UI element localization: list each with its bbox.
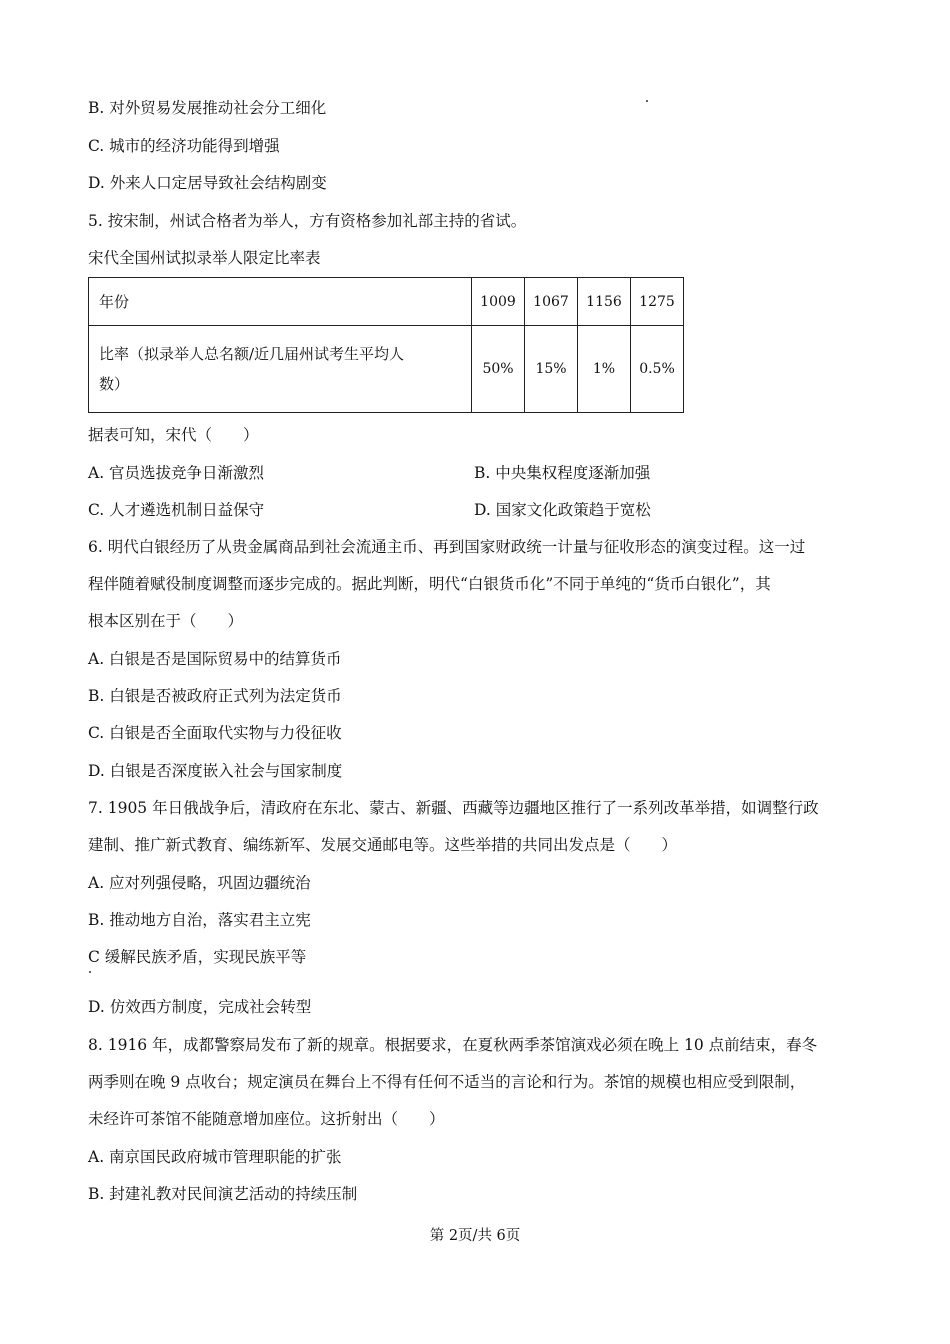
q6-line3: 根本区别在于（ ）: [88, 612, 244, 630]
page-footer: 第 2页/共 6页: [429, 1228, 521, 1244]
q6-option-b: B. 白银是否被政府正式列为法定货币: [88, 687, 342, 705]
q7-option-a: A. 应对列强侵略，巩固边疆统治: [88, 874, 311, 892]
table-row-label: [89, 326, 472, 413]
q6-option-c: C. 白银是否全面取代实物与力役征收: [88, 724, 342, 742]
table-header-label: 年份: [89, 278, 472, 326]
q5-option-c: C. 人才遴选机制日益保守: [88, 501, 265, 519]
row-label-line1: 比率（拟录举人总名额/近几届州试考生平均人: [99, 345, 405, 363]
q6-option-a: A. 白银是否是国际贸易中的结算货币: [88, 650, 342, 668]
q7-line1: 7. 1905 年日俄战争后，清政府在东北、蒙古、新疆、西藏等边疆地区推行了一系列改革举措，如调整行政: [88, 799, 819, 817]
stray-mark: [646, 100, 648, 102]
rate-cell: 50%: [472, 326, 525, 413]
q4-option-b: B. 对外贸易发展推动社会分工细化: [88, 99, 327, 117]
year-cell: 1275: [631, 278, 684, 326]
rate-cell: 1%: [578, 326, 631, 413]
year-cell: 1009: [472, 278, 525, 326]
table-row: [89, 326, 684, 413]
q7-option-d: D. 仿效西方制度，完成社会转型: [88, 998, 312, 1016]
q4-option-c: C. 城市的经济功能得到增强: [88, 137, 280, 155]
year-cell: 1067: [525, 278, 578, 326]
rate-table: [88, 277, 684, 413]
rate-cell: 0.5%: [631, 326, 684, 413]
q4-option-d: D. 外来人口定居导致社会结构剧变: [88, 174, 327, 192]
q5-stem: 5. 按宋制，州试合格者为举人，方有资格参加礼部主持的省试。: [88, 212, 527, 230]
q7-line2: 建制、推广新式教育、编练新军、发展交通邮电等。这些举措的共同出发点是（ ）: [88, 836, 678, 854]
q5-option-d: D. 国家文化政策趋于宽松: [474, 501, 651, 519]
q7-option-b: B. 推动地方自治，落实君主立宪: [88, 911, 311, 929]
year-cell: 1156: [578, 278, 631, 326]
q8-line2: 两季则在晚 9 点收台；规定演员在舞台上不得有任何不适当的言论和行为。茶馆的规模也相应受到限制，: [88, 1073, 806, 1091]
q5-option-b: B. 中央集权程度逐渐加强: [474, 464, 651, 482]
q8-option-b: B. 封建礼教对民间演艺活动的持续压制: [88, 1185, 358, 1203]
q8-line1: 8. 1916 年，成都警察局发布了新的规章。根据要求，在夏秋两季茶馆演戏必须在晚上 10 点前结束，春冬: [88, 1036, 818, 1054]
q6-line1: 6. 明代白银经历了从贵金属商品到社会流通主币、再到国家财政统一计量与征收形态的演变过程。这一过: [88, 538, 806, 556]
q6-option-d: D. 白银是否深度嵌入社会与国家制度: [88, 762, 343, 780]
q6-line2: 程伴随着赋役制度调整而逐步完成的。据此判断，明代“白银货币化”不同于单纯的“货币白银化”，其: [88, 575, 771, 593]
q5-table-title: 宋代全国州试拟录举人限定比率表: [88, 249, 321, 267]
stray-mark: [89, 971, 91, 973]
row-label-line2: 数）: [99, 375, 130, 393]
q5-option-a: A. 官员选拔竞争日渐激烈: [88, 464, 265, 482]
q8-option-a: A. 南京国民政府城市管理职能的扩张: [88, 1148, 342, 1166]
q5-question: 据表可知，宋代（ ）: [88, 426, 259, 444]
q8-line3: 未经许可茶馆不能随意增加座位。这折射出（ ）: [88, 1110, 445, 1128]
table-row: [89, 278, 684, 326]
rate-cell: 15%: [525, 326, 578, 413]
q7-option-c: C 缓解民族矛盾，实现民族平等: [88, 948, 307, 966]
